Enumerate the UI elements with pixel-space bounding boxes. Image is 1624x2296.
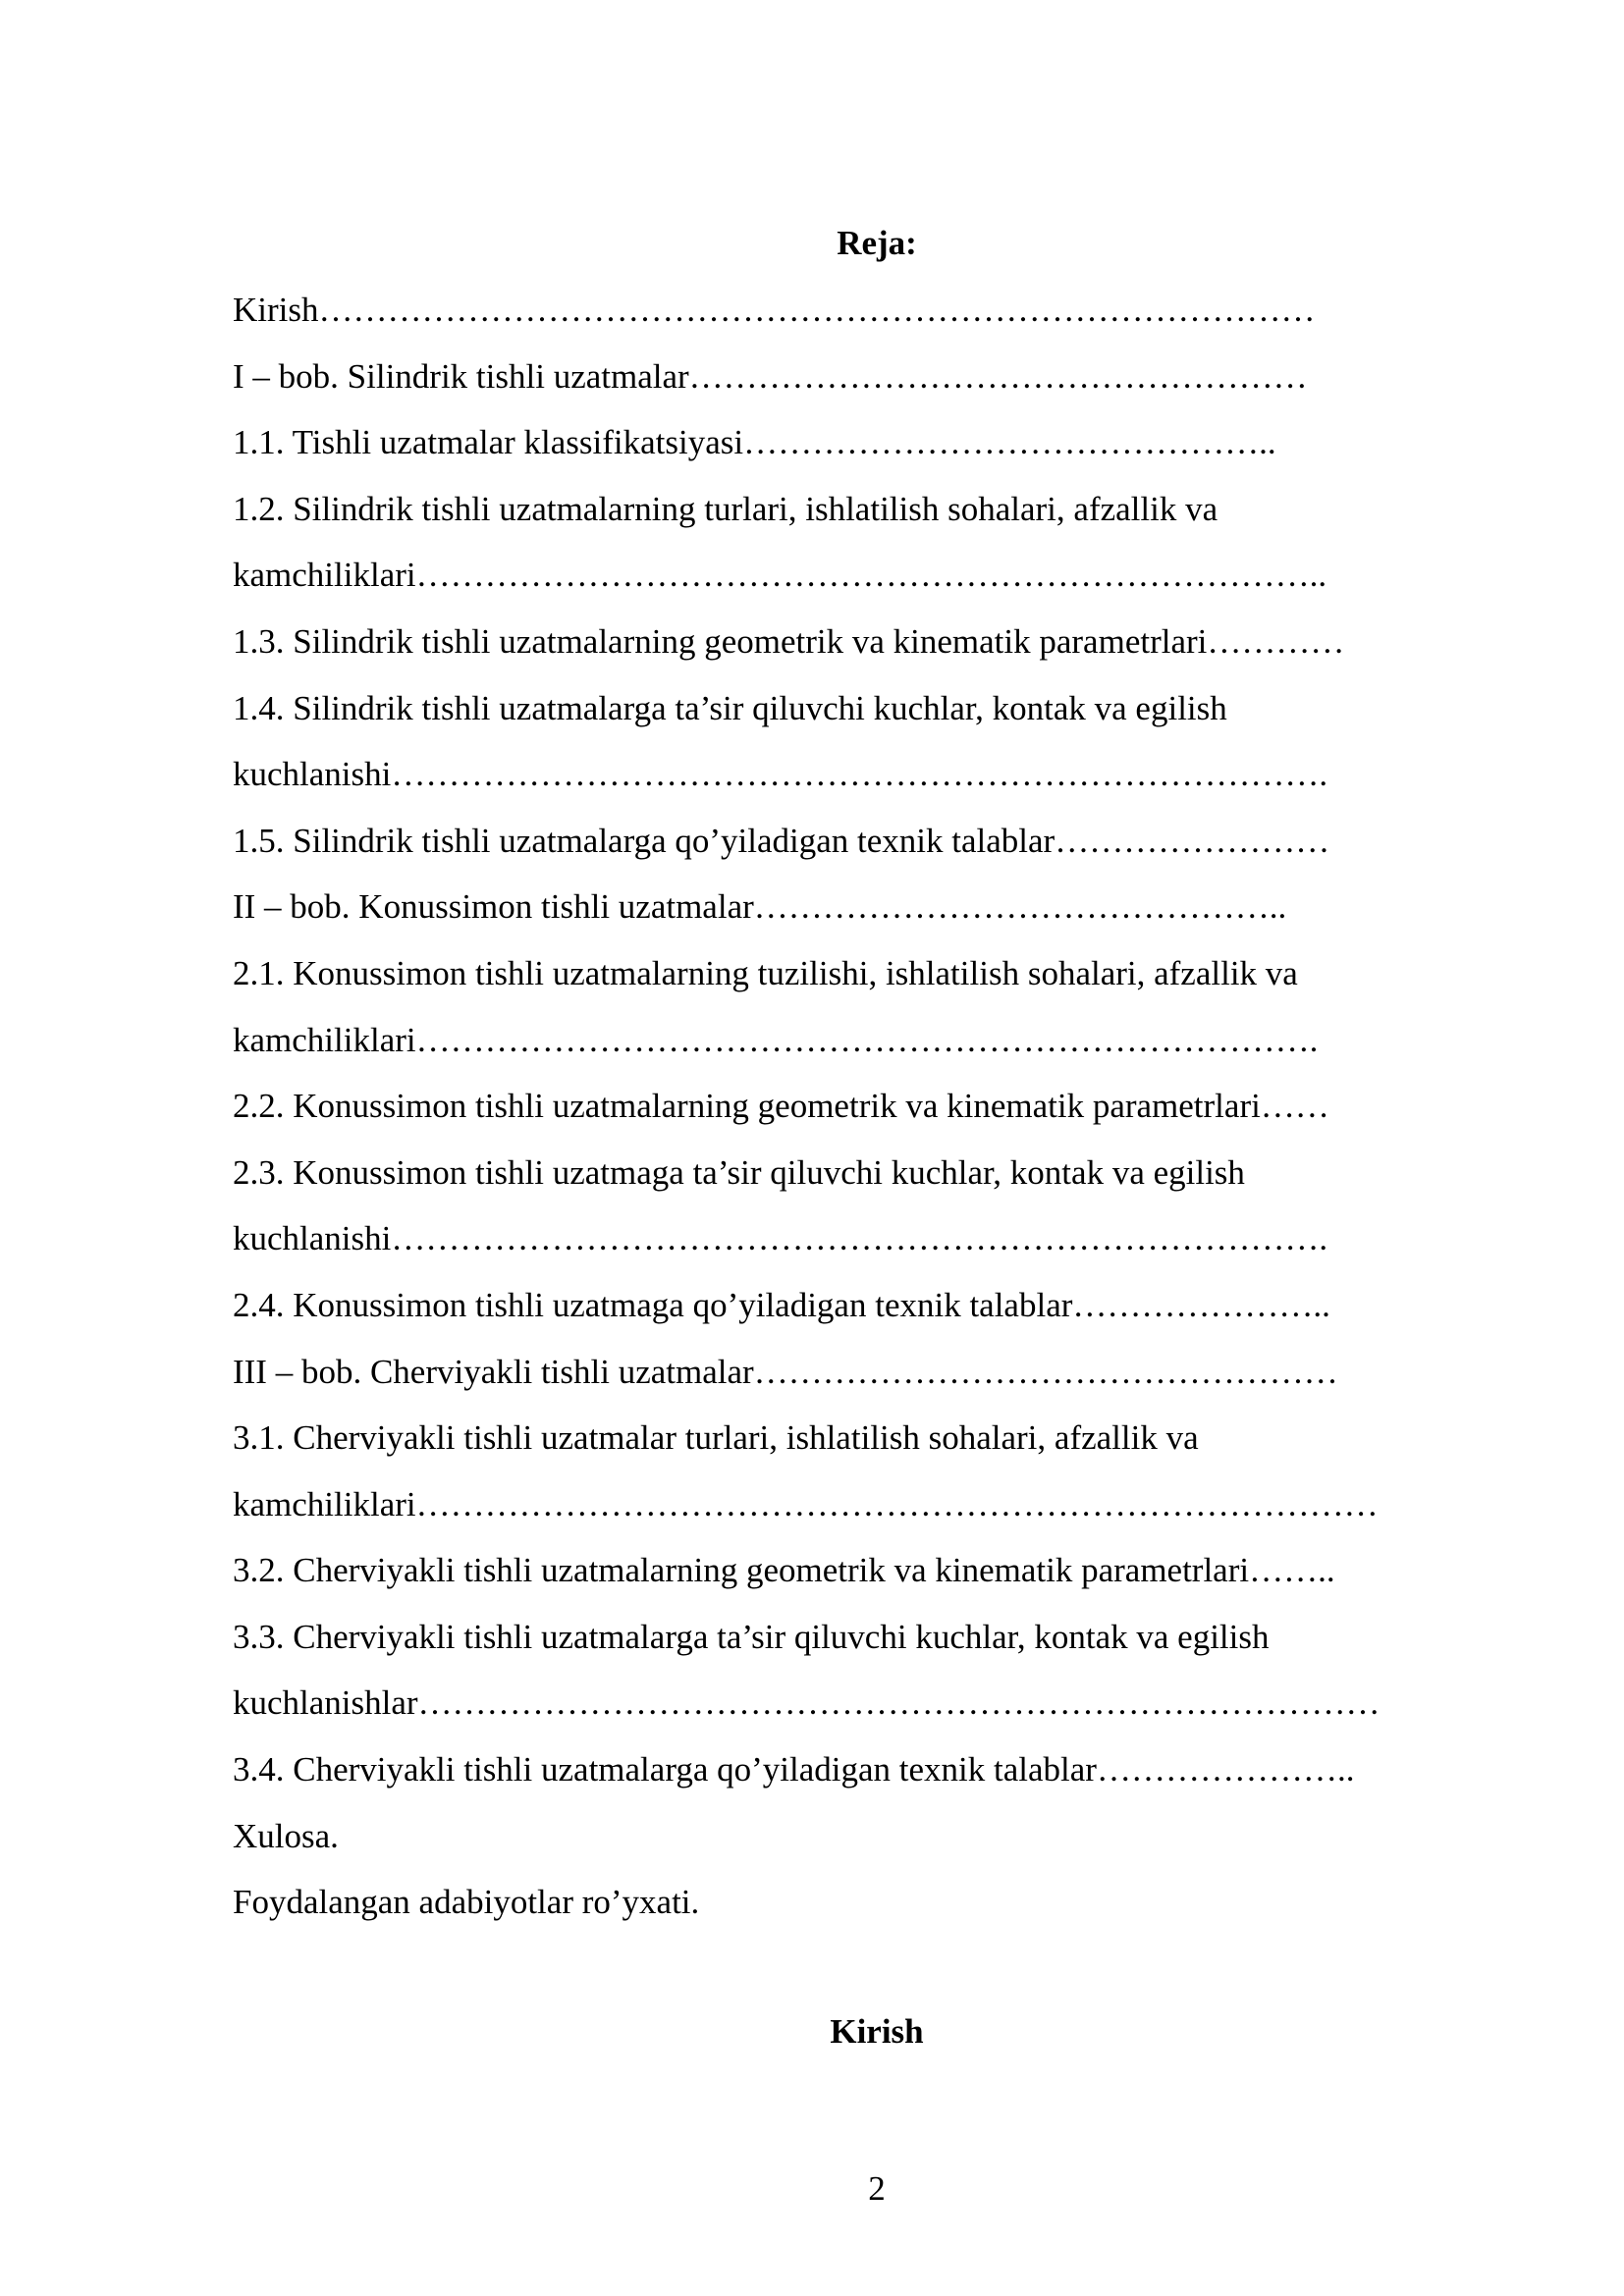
- toc-line: III – bob. Cherviyakli tishli uzatmalar……………………………………………: [233, 1352, 1338, 1391]
- introduction-heading: Kirish: [830, 2012, 924, 2051]
- toc-line: Kirish……………………………………………………………………………: [233, 291, 1316, 329]
- toc-line: 1.2. Silindrik tishli uzatmalarning turlari, ishlatilish sohalari, afzallik va: [233, 489, 1218, 528]
- toc-line: 1.5. Silindrik tishli uzatmalarga qo’yiladigan texnik talablar……………………: [233, 821, 1330, 860]
- toc-line: 1.3. Silindrik tishli uzatmalarning geometrik va kinematik parametrlari…………: [233, 621, 1345, 661]
- toc-line: II – bob. Konussimon tishli uzatmalar………………………………………..: [233, 887, 1287, 927]
- toc-line: 2.2. Konussimon tishli uzatmalarning geometrik va kinematik parametrlari……: [233, 1087, 1329, 1126]
- toc-line: kuchlanishlar…………………………………………………………………………: [233, 1683, 1380, 1723]
- toc-line: 3.4. Cherviyakli tishli uzatmalarga qo’yiladigan texnik talablar…………………..: [233, 1750, 1355, 1789]
- plan-heading: Reja:: [837, 224, 917, 262]
- toc-line: 1.1. Tishli uzatmalar klassifikatsiyasi………………………………………..: [233, 423, 1276, 462]
- toc-line: kamchiliklari……………………………………………………………………..: [233, 556, 1327, 595]
- toc-line: kuchlanishi……………………………………………………………………….: [233, 1219, 1328, 1258]
- page-number: 2: [868, 2169, 886, 2208]
- toc-line: kamchiliklari…………………………………………………………………….: [233, 1020, 1319, 1059]
- toc-line: Xulosa.: [233, 1816, 339, 1855]
- toc-line: 3.1. Cherviyakli tishli uzatmalar turlari, ishlatilish sohalari, afzallik va: [233, 1418, 1199, 1458]
- toc-line: 1.4. Silindrik tishli uzatmalarga ta’sir qiluvchi kuchlar, kontak va egilish: [233, 688, 1227, 727]
- toc-line: kamchiliklari…………………………………………………………………………: [233, 1484, 1379, 1523]
- toc-line: 3.2. Cherviyakli tishli uzatmalarning geometrik va kinematik parametrlari……..: [233, 1551, 1335, 1590]
- toc-line: 2.4. Konussimon tishli uzatmaga qo’yiladigan texnik talablar…………………..: [233, 1285, 1330, 1324]
- toc-line: 2.1. Konussimon tishli uzatmalarning tuzilishi, ishlatilish sohalari, afzallik va: [233, 953, 1298, 992]
- toc-line: kuchlanishi……………………………………………………………………….: [233, 755, 1328, 794]
- toc-line: 3.3. Cherviyakli tishli uzatmalarga ta’sir qiluvchi kuchlar, kontak va egilish: [233, 1617, 1270, 1656]
- toc-line: I – bob. Silindrik tishli uzatmalar………………………………………………: [233, 356, 1308, 396]
- table-of-contents: [233, 287, 1489, 1946]
- toc-line: 2.3. Konussimon tishli uzatmaga ta’sir qiluvchi kuchlar, kontak va egilish: [233, 1152, 1245, 1192]
- toc-line: Foydalangan adabiyotlar ro’yxati.: [233, 1883, 700, 1922]
